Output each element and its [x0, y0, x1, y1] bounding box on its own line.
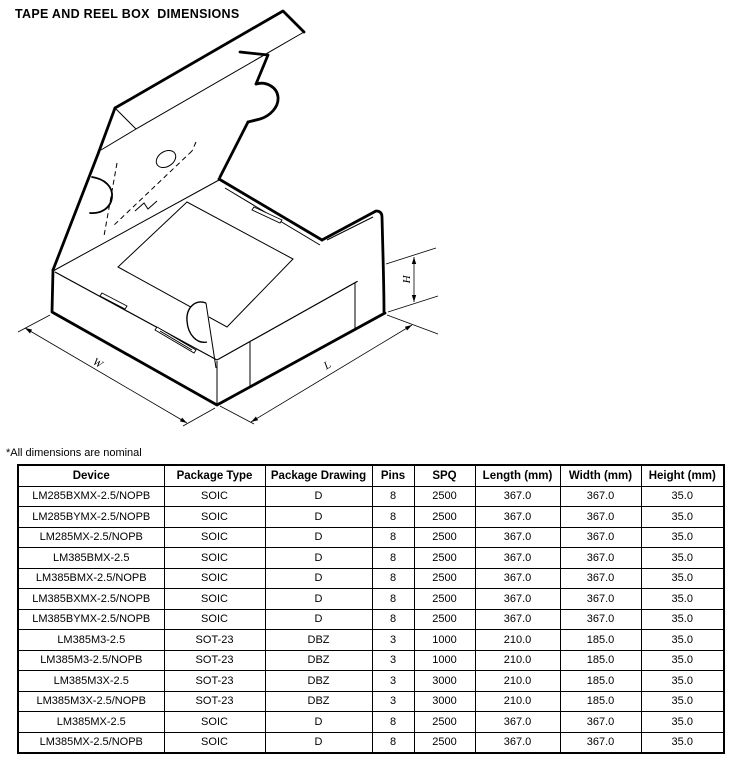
- table-cell: 367.0: [475, 712, 560, 733]
- table-row: [18, 507, 724, 528]
- table-cell: D: [265, 712, 372, 733]
- table-cell: 3: [372, 691, 414, 712]
- table-cell: 3000: [414, 671, 475, 692]
- column-header: Pins: [372, 465, 414, 486]
- table-cell: LM385M3X-2.5: [18, 671, 164, 692]
- table-cell: D: [265, 548, 372, 569]
- table-cell: SOIC: [164, 732, 265, 753]
- table-cell: D: [265, 589, 372, 610]
- table-cell: 35.0: [641, 671, 724, 692]
- column-header: Width (mm): [560, 465, 641, 486]
- table-cell: LM385M3X-2.5/NOPB: [18, 691, 164, 712]
- table-cell: D: [265, 507, 372, 528]
- table-cell: 367.0: [560, 486, 641, 507]
- table-cell: 35.0: [641, 527, 724, 548]
- table-cell: 3000: [414, 691, 475, 712]
- table-cell: 8: [372, 507, 414, 528]
- table-cell: 367.0: [475, 609, 560, 630]
- table-row: [18, 671, 724, 692]
- table-cell: 367.0: [560, 527, 641, 548]
- table-cell: LM285MX-2.5/NOPB: [18, 527, 164, 548]
- table-cell: SOT-23: [164, 630, 265, 651]
- table-cell: SOIC: [164, 568, 265, 589]
- table-cell: LM385MX-2.5/NOPB: [18, 732, 164, 753]
- table-cell: LM385BMX-2.5: [18, 548, 164, 569]
- table-cell: 367.0: [560, 589, 641, 610]
- table-body: [18, 486, 724, 753]
- table-cell: DBZ: [265, 671, 372, 692]
- table-cell: 8: [372, 568, 414, 589]
- table-cell: 35.0: [641, 507, 724, 528]
- table-cell: 3: [372, 650, 414, 671]
- table-cell: 210.0: [475, 630, 560, 651]
- tape-reel-dimensions-table: [17, 464, 725, 754]
- table-row: [18, 650, 724, 671]
- table-row: [18, 527, 724, 548]
- table-cell: 8: [372, 527, 414, 548]
- table-cell: 8: [372, 589, 414, 610]
- table-header-row: [18, 465, 724, 486]
- column-header: Height (mm): [641, 465, 724, 486]
- table-cell: SOIC: [164, 609, 265, 630]
- table-cell: SOT-23: [164, 691, 265, 712]
- length-label: L: [321, 358, 334, 373]
- table-cell: 35.0: [641, 486, 724, 507]
- table-cell: LM385BXMX-2.5/NOPB: [18, 589, 164, 610]
- table-row: [18, 732, 724, 753]
- table-row: [18, 712, 724, 733]
- table-cell: 185.0: [560, 691, 641, 712]
- height-label: H: [400, 275, 412, 283]
- table-cell: LM385BMX-2.5/NOPB: [18, 568, 164, 589]
- dimension-h: [386, 248, 438, 312]
- table-cell: SOIC: [164, 486, 265, 507]
- table-cell: SOIC: [164, 507, 265, 528]
- table-cell: 2500: [414, 589, 475, 610]
- table-cell: LM385MX-2.5: [18, 712, 164, 733]
- table-cell: 3: [372, 630, 414, 651]
- table-cell: DBZ: [265, 691, 372, 712]
- table-cell: LM385BYMX-2.5/NOPB: [18, 609, 164, 630]
- table-row: [18, 589, 724, 610]
- table-cell: 8: [372, 712, 414, 733]
- table-cell: 35.0: [641, 732, 724, 753]
- table-cell: LM385M3-2.5/NOPB: [18, 650, 164, 671]
- table-cell: 367.0: [560, 568, 641, 589]
- table-cell: D: [265, 527, 372, 548]
- table-cell: 2500: [414, 609, 475, 630]
- table-cell: 185.0: [560, 650, 641, 671]
- table-row: [18, 691, 724, 712]
- table-cell: 367.0: [475, 548, 560, 569]
- table-cell: D: [265, 609, 372, 630]
- column-header: Package Type: [164, 465, 265, 486]
- table-cell: D: [265, 568, 372, 589]
- table-cell: 3: [372, 671, 414, 692]
- table-cell: 1000: [414, 630, 475, 651]
- table-cell: 367.0: [475, 507, 560, 528]
- table-cell: 8: [372, 732, 414, 753]
- table-cell: SOIC: [164, 712, 265, 733]
- table-cell: 185.0: [560, 630, 641, 651]
- table-cell: 367.0: [475, 568, 560, 589]
- table-cell: 367.0: [475, 486, 560, 507]
- table-cell: 2500: [414, 712, 475, 733]
- column-header: Length (mm): [475, 465, 560, 486]
- table-cell: 210.0: [475, 691, 560, 712]
- table-cell: 8: [372, 609, 414, 630]
- dimension-w: [18, 315, 215, 426]
- table-cell: 2500: [414, 486, 475, 507]
- table-cell: 367.0: [475, 589, 560, 610]
- table-row: [18, 568, 724, 589]
- table-cell: 35.0: [641, 691, 724, 712]
- table-cell: 1000: [414, 650, 475, 671]
- table-cell: DBZ: [265, 630, 372, 651]
- table-cell: 367.0: [560, 712, 641, 733]
- table-cell: 35.0: [641, 548, 724, 569]
- table-cell: 35.0: [641, 568, 724, 589]
- table-cell: 2500: [414, 732, 475, 753]
- page-title: TAPE AND REEL BOX DIMENSIONS: [15, 7, 240, 21]
- table-row: [18, 486, 724, 507]
- column-header: Package Drawing: [265, 465, 372, 486]
- table-cell: SOT-23: [164, 650, 265, 671]
- table-cell: D: [265, 732, 372, 753]
- table-cell: SOIC: [164, 589, 265, 610]
- table-cell: SOT-23: [164, 671, 265, 692]
- table-cell: 8: [372, 486, 414, 507]
- table-cell: 2500: [414, 568, 475, 589]
- table-cell: SOIC: [164, 548, 265, 569]
- table-cell: 367.0: [475, 732, 560, 753]
- table-cell: 35.0: [641, 589, 724, 610]
- table-cell: SOIC: [164, 527, 265, 548]
- table-cell: 8: [372, 548, 414, 569]
- table-cell: 35.0: [641, 650, 724, 671]
- table-cell: DBZ: [265, 650, 372, 671]
- table-cell: 210.0: [475, 671, 560, 692]
- table-cell: LM285BXMX-2.5/NOPB: [18, 486, 164, 507]
- table-cell: 2500: [414, 548, 475, 569]
- table-cell: 367.0: [560, 507, 641, 528]
- end-wall: [322, 211, 384, 312]
- table-cell: 2500: [414, 527, 475, 548]
- table-cell: LM285BYMX-2.5/NOPB: [18, 507, 164, 528]
- table-cell: D: [265, 486, 372, 507]
- front-slot-small: [100, 293, 127, 309]
- dimension-l: [220, 315, 438, 424]
- table-cell: 210.0: [475, 650, 560, 671]
- table-row: [18, 630, 724, 651]
- table-cell: LM385M3-2.5: [18, 630, 164, 651]
- table-cell: 367.0: [475, 527, 560, 548]
- table-row: [18, 548, 724, 569]
- dimensions-note: *All dimensions are nominal: [6, 447, 142, 459]
- table-cell: 35.0: [641, 712, 724, 733]
- table-cell: 2500: [414, 507, 475, 528]
- table-cell: 185.0: [560, 671, 641, 692]
- table-cell: 367.0: [560, 609, 641, 630]
- table-row: [18, 609, 724, 630]
- column-header: Device: [18, 465, 164, 486]
- box-lid: [53, 11, 304, 270]
- table-cell: 35.0: [641, 609, 724, 630]
- table-cell: 367.0: [560, 732, 641, 753]
- table-cell: 35.0: [641, 630, 724, 651]
- column-header: SPQ: [414, 465, 475, 486]
- width-label: W: [90, 355, 105, 371]
- table-cell: 367.0: [560, 548, 641, 569]
